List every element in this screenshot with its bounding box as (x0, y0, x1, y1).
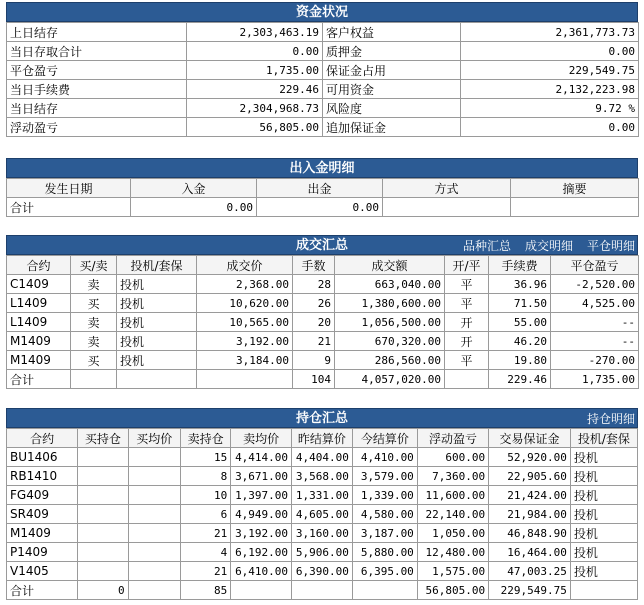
total-cell: 85 (180, 581, 230, 600)
total-cell: 104 (293, 370, 335, 389)
table-cell: 6 (180, 505, 230, 524)
fund-row (7, 118, 639, 137)
fund-value: 2,132,223.98 (461, 80, 639, 99)
table-cell (78, 486, 128, 505)
column-header: 昨结算价 (292, 429, 353, 448)
table-cell: 4 (180, 543, 230, 562)
fund-label: 当日结存 (7, 99, 187, 118)
column-header: 方式 (383, 179, 511, 198)
inout-total-out: 0.00 (257, 198, 383, 217)
fund-label: 质押金 (323, 42, 461, 61)
table-cell: 投机 (570, 543, 637, 562)
table-cell: 21 (293, 332, 335, 351)
table-cell: 21,984.00 (489, 505, 571, 524)
column-header: 浮动盈亏 (417, 429, 488, 448)
table-cell: 卖 (71, 275, 117, 294)
table-cell: 投机 (117, 351, 197, 370)
table-cell: 16,464.00 (489, 543, 571, 562)
inout-table (6, 178, 639, 217)
column-header: 成交价 (197, 256, 293, 275)
column-header: 今结算价 (352, 429, 417, 448)
table-cell: 22,905.60 (489, 467, 571, 486)
fund-row (7, 99, 639, 118)
fund-value: 1,735.00 (187, 61, 323, 80)
table-cell: P1409 (7, 543, 78, 562)
table-cell: 3,160.00 (292, 524, 353, 543)
table-cell: FG409 (7, 486, 78, 505)
table-cell (128, 524, 180, 543)
total-cell: 合计 (7, 370, 71, 389)
column-header: 手数 (293, 256, 335, 275)
table-row (7, 524, 638, 543)
fund-label: 当日存取合计 (7, 42, 187, 61)
table-cell (128, 486, 180, 505)
table-cell (78, 448, 128, 467)
column-header: 投机/套保 (117, 256, 197, 275)
total-cell (71, 370, 117, 389)
table-cell (78, 543, 128, 562)
table-row (7, 351, 639, 370)
trades-header-row (7, 256, 639, 275)
column-header: 摘要 (511, 179, 639, 198)
table-cell: 平 (445, 351, 489, 370)
table-cell (78, 524, 128, 543)
column-header: 出金 (257, 179, 383, 198)
fund-value: 229,549.75 (461, 61, 639, 80)
positions-header-row (7, 429, 638, 448)
table-cell (78, 562, 128, 581)
table-cell: 投机 (570, 524, 637, 543)
table-cell: 投机 (117, 332, 197, 351)
fund-value: 2,361,773.73 (461, 23, 639, 42)
table-cell: 9 (293, 351, 335, 370)
fund-label: 平仓盈亏 (7, 61, 187, 80)
table-cell: 3,187.00 (352, 524, 417, 543)
table-cell: BU1406 (7, 448, 78, 467)
total-cell (231, 581, 292, 600)
table-cell: 10,620.00 (197, 294, 293, 313)
table-cell: 19.80 (489, 351, 551, 370)
positions-link[interactable]: 持仓明细 (586, 412, 635, 426)
fund-label: 客户权益 (323, 23, 461, 42)
table-cell: 47,003.25 (489, 562, 571, 581)
total-cell: 229,549.75 (489, 581, 571, 600)
column-header: 成交额 (335, 256, 445, 275)
table-row (7, 467, 638, 486)
positions-section (6, 408, 638, 600)
table-cell: 5,880.00 (352, 543, 417, 562)
table-cell: 46,848.90 (489, 524, 571, 543)
inout-header: 出入金明细 (6, 158, 638, 178)
total-cell: 56,805.00 (417, 581, 488, 600)
table-cell: 卖 (71, 313, 117, 332)
total-row (7, 370, 639, 389)
table-cell: 26 (293, 294, 335, 313)
fund-value: 56,805.00 (187, 118, 323, 137)
fund-value: 0.00 (461, 118, 639, 137)
column-header: 平仓盈亏 (551, 256, 639, 275)
column-header: 交易保证金 (489, 429, 571, 448)
table-cell: 21 (180, 524, 230, 543)
table-cell: 28 (293, 275, 335, 294)
positions-header: 持仓汇总 持仓明细 (6, 408, 638, 428)
fund-label: 上日结存 (7, 23, 187, 42)
total-cell: 4,057,020.00 (335, 370, 445, 389)
table-cell: 3,568.00 (292, 467, 353, 486)
table-cell: 10,565.00 (197, 313, 293, 332)
table-row (7, 275, 639, 294)
table-cell: 投机 (117, 313, 197, 332)
table-cell: 4,605.00 (292, 505, 353, 524)
table-cell: 11,600.00 (417, 486, 488, 505)
fund-row (7, 61, 639, 80)
column-header: 卖持仓 (180, 429, 230, 448)
table-cell: 开 (445, 332, 489, 351)
table-cell: 55.00 (489, 313, 551, 332)
table-cell: 71.50 (489, 294, 551, 313)
trades-table (6, 255, 639, 389)
column-header: 投机/套保 (570, 429, 637, 448)
inout-total-label: 合计 (7, 198, 131, 217)
table-cell: 1,331.00 (292, 486, 353, 505)
total-cell (117, 370, 197, 389)
table-cell: SR409 (7, 505, 78, 524)
table-cell: 投机 (570, 448, 637, 467)
table-cell: 663,040.00 (335, 275, 445, 294)
trades-link[interactable]: 成交明细 (524, 239, 573, 253)
table-cell (128, 448, 180, 467)
fund-label: 追加保证金 (323, 118, 461, 137)
table-cell: 12,480.00 (417, 543, 488, 562)
fund-label: 保证金占用 (323, 61, 461, 80)
table-cell: -270.00 (551, 351, 639, 370)
inout-header-row (7, 179, 639, 198)
table-cell: 6,410.00 (231, 562, 292, 581)
table-cell: 6,390.00 (292, 562, 353, 581)
table-cell: 平 (445, 275, 489, 294)
column-header: 买均价 (128, 429, 180, 448)
fund-value: 2,303,463.19 (187, 23, 323, 42)
table-cell: 2,368.00 (197, 275, 293, 294)
total-cell (352, 581, 417, 600)
table-cell: 5,906.00 (292, 543, 353, 562)
table-cell: 投机 (570, 562, 637, 581)
total-cell (292, 581, 353, 600)
table-row (7, 486, 638, 505)
table-cell (78, 505, 128, 524)
table-cell: 1,397.00 (231, 486, 292, 505)
total-row (7, 581, 638, 600)
fund-row (7, 42, 639, 61)
trades-link[interactable]: 平仓明细 (586, 239, 635, 253)
table-cell: 1,050.00 (417, 524, 488, 543)
table-cell: 开 (445, 313, 489, 332)
total-cell: 合计 (7, 581, 78, 600)
table-cell: 286,560.00 (335, 351, 445, 370)
fund-label: 可用资金 (323, 80, 461, 99)
trades-link[interactable]: 品种汇总 (462, 239, 511, 253)
table-row (7, 505, 638, 524)
table-cell: 买 (71, 351, 117, 370)
table-cell: 4,949.00 (231, 505, 292, 524)
table-cell: -- (551, 332, 639, 351)
table-cell: 4,525.00 (551, 294, 639, 313)
table-cell: 6,395.00 (352, 562, 417, 581)
fund-row (7, 23, 639, 42)
table-cell: 670,320.00 (335, 332, 445, 351)
total-cell: 0 (78, 581, 128, 600)
table-cell: 600.00 (417, 448, 488, 467)
table-cell: M1409 (7, 351, 71, 370)
column-header: 开/平 (445, 256, 489, 275)
table-cell: -2,520.00 (551, 275, 639, 294)
fund-value: 0.00 (187, 42, 323, 61)
total-cell: 229.46 (489, 370, 551, 389)
table-cell (128, 467, 180, 486)
column-header: 买/卖 (71, 256, 117, 275)
fund-label: 浮动盈亏 (7, 118, 187, 137)
table-cell: 4,580.00 (352, 505, 417, 524)
table-cell: M1409 (7, 332, 71, 351)
table-cell (128, 505, 180, 524)
fund-value: 9.72 % (461, 99, 639, 118)
table-cell: 3,192.00 (197, 332, 293, 351)
column-header: 发生日期 (7, 179, 131, 198)
table-cell: 3,579.00 (352, 467, 417, 486)
table-cell: V1405 (7, 562, 78, 581)
table-cell: 1,339.00 (352, 486, 417, 505)
table-row (7, 543, 638, 562)
total-cell: 1,735.00 (551, 370, 639, 389)
table-cell: 20 (293, 313, 335, 332)
table-cell (128, 543, 180, 562)
table-cell (78, 467, 128, 486)
table-cell: 36.96 (489, 275, 551, 294)
fund-label: 当日手续费 (7, 80, 187, 99)
table-cell: 卖 (71, 332, 117, 351)
fund-value: 229.46 (187, 80, 323, 99)
column-header: 入金 (131, 179, 257, 198)
fund-table (6, 22, 639, 137)
table-cell: 4,404.00 (292, 448, 353, 467)
table-cell: C1409 (7, 275, 71, 294)
fund-row (7, 80, 639, 99)
total-cell (445, 370, 489, 389)
table-cell: 21 (180, 562, 230, 581)
table-cell: 22,140.00 (417, 505, 488, 524)
table-cell: 投机 (117, 294, 197, 313)
column-header: 买持仓 (78, 429, 128, 448)
table-cell: 买 (71, 294, 117, 313)
total-cell (128, 581, 180, 600)
column-header: 合约 (7, 429, 78, 448)
trades-header: 成交汇总 品种汇总 成交明细 平仓明细 (6, 235, 638, 255)
positions-table (6, 428, 638, 600)
table-cell: 7,360.00 (417, 467, 488, 486)
table-cell: 6,192.00 (231, 543, 292, 562)
table-cell: L1409 (7, 294, 71, 313)
table-cell: 投机 (117, 275, 197, 294)
table-cell: 投机 (570, 505, 637, 524)
column-header: 卖均价 (231, 429, 292, 448)
total-cell (197, 370, 293, 389)
inout-section (6, 158, 638, 217)
table-cell: M1409 (7, 524, 78, 543)
table-row (7, 332, 639, 351)
column-header: 合约 (7, 256, 71, 275)
table-row (7, 313, 639, 332)
table-cell: 3,671.00 (231, 467, 292, 486)
table-cell: 1,380,600.00 (335, 294, 445, 313)
fund-section (6, 2, 638, 137)
table-cell: RB1410 (7, 467, 78, 486)
table-cell: 8 (180, 467, 230, 486)
table-cell: 15 (180, 448, 230, 467)
table-cell: 1,056,500.00 (335, 313, 445, 332)
table-cell: 21,424.00 (489, 486, 571, 505)
column-header: 手续费 (489, 256, 551, 275)
fund-value: 0.00 (461, 42, 639, 61)
fund-value: 2,304,968.73 (187, 99, 323, 118)
table-cell: 投机 (570, 467, 637, 486)
table-row (7, 448, 638, 467)
table-cell: 4,410.00 (352, 448, 417, 467)
table-cell: 10 (180, 486, 230, 505)
fund-header: 资金状况 (6, 2, 638, 22)
table-row (7, 294, 639, 313)
table-cell (128, 562, 180, 581)
table-cell: 平 (445, 294, 489, 313)
table-cell: 4,414.00 (231, 448, 292, 467)
table-cell: 1,575.00 (417, 562, 488, 581)
table-cell: -- (551, 313, 639, 332)
table-cell: L1409 (7, 313, 71, 332)
table-cell: 46.20 (489, 332, 551, 351)
table-cell: 3,192.00 (231, 524, 292, 543)
table-cell: 投机 (570, 486, 637, 505)
table-cell: 3,184.00 (197, 351, 293, 370)
table-cell: 52,920.00 (489, 448, 571, 467)
inout-total-in: 0.00 (131, 198, 257, 217)
total-cell (570, 581, 637, 600)
fund-label: 风险度 (323, 99, 461, 118)
trades-section (6, 235, 638, 389)
table-row (7, 562, 638, 581)
